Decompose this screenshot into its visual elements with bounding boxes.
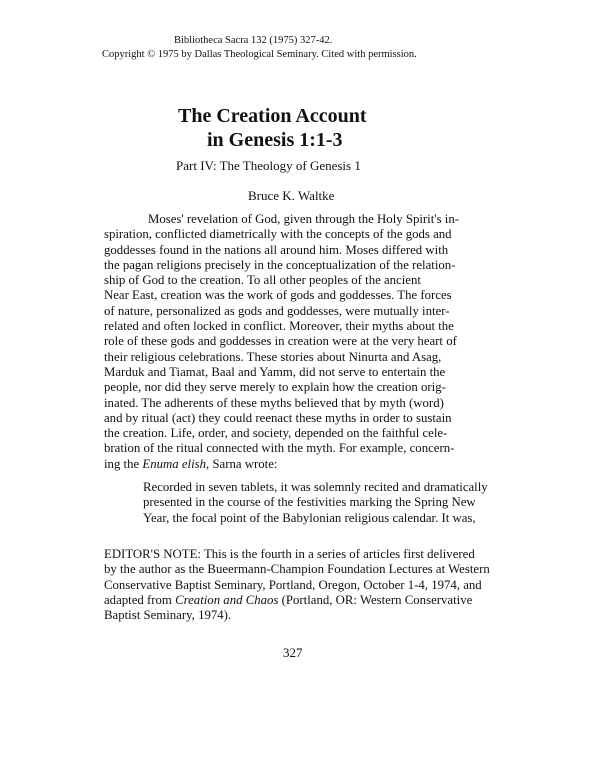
note-line: Conservative Baptist Seminary, Portland, Oregon, October 1-4, 1974, and <box>104 577 482 592</box>
enuma-elish-title: Enuma elish <box>142 456 207 471</box>
body-line: goddesses found in the nations all around him. Moses differed with <box>104 242 449 257</box>
body-last-prefix: ing the <box>104 456 143 471</box>
note-line: EDITOR'S NOTE: This is the fourth in a series of articles first delivered <box>104 547 475 561</box>
article-subtitle: Part IV: The Theology of Genesis 1 <box>176 158 361 173</box>
title-line-1: The Creation Account <box>178 105 367 127</box>
body-line: the pagan religions precisely in the conceptualization of the relation- <box>104 257 456 272</box>
body-last-suffix: , Sarna wrote: <box>206 456 278 471</box>
copyright-notice: Copyright © 1975 by Dallas Theological Seminary. Cited with permission. <box>102 49 417 60</box>
body-line: Marduk and Tiamat, Baal and Yamm, did not serve to entertain the <box>104 364 446 379</box>
body-line: bration of the ritual connected with the myth. For example, concern- <box>104 441 455 456</box>
page-number: 327 <box>283 645 303 660</box>
note-line4-suffix: (Portland, OR: Western Conservative <box>278 592 473 607</box>
body-line: their religious celebrations. These stories about Ninurta and Asag, <box>104 349 442 364</box>
citation-header <box>102 34 417 62</box>
body-line: the creation. Life, order, and society, depended on the faithful cele- <box>104 426 448 441</box>
body-line: people, nor did they serve merely to explain how the creation orig- <box>104 380 446 395</box>
quote-line: presented in the course of the festivities marking the Spring New <box>143 495 476 510</box>
article-author: Bruce K. Waltke <box>248 188 335 203</box>
note-line: by the author as the Bueermann-Champion Foundation Lectures at Western <box>104 562 490 577</box>
quote-line: Year, the focal point of the Babylonian religious calendar. It was, <box>143 510 476 525</box>
block-quote <box>143 480 523 526</box>
body-line: ship of God to the creation. To all other peoples of the ancient <box>104 273 421 288</box>
article-title <box>0 104 600 152</box>
journal-citation: Bibliotheca Sacra 132 (1975) 327-42. <box>174 35 333 46</box>
title-line-2: in Genesis 1:1-3 <box>207 129 343 151</box>
note-line4-prefix: adapted from <box>104 592 176 607</box>
body-line: spiration, conflicted diametrically with the concepts of the gods and <box>104 227 452 242</box>
body-line: of nature, personalized as gods and goddesses, were mutually inter- <box>104 303 450 318</box>
creation-and-chaos-title: Creation and Chaos <box>175 592 279 607</box>
editors-note <box>104 547 524 623</box>
body-paragraph <box>104 212 504 472</box>
body-line: role of these gods and goddesses in creation were at the very heart of <box>104 334 457 349</box>
body-line: Moses' revelation of God, given through the Holy Spirit's in- <box>148 212 459 226</box>
body-line: inated. The adherents of these myths believed that by myth (word) <box>104 395 444 410</box>
note-line: Baptist Seminary, 1974). <box>104 608 232 623</box>
body-line: related and often locked in conflict. Moreover, their myths about the <box>104 319 454 334</box>
note-line-4 <box>104 593 524 608</box>
body-line-last <box>104 457 504 472</box>
body-line: and by ritual (act) they could reenact these myths in order to sustain <box>104 410 452 425</box>
body-line: Near East, creation was the work of gods and goddesses. The forces <box>104 288 452 303</box>
quote-line: Recorded in seven tablets, it was solemnly recited and dramatically <box>143 480 488 494</box>
